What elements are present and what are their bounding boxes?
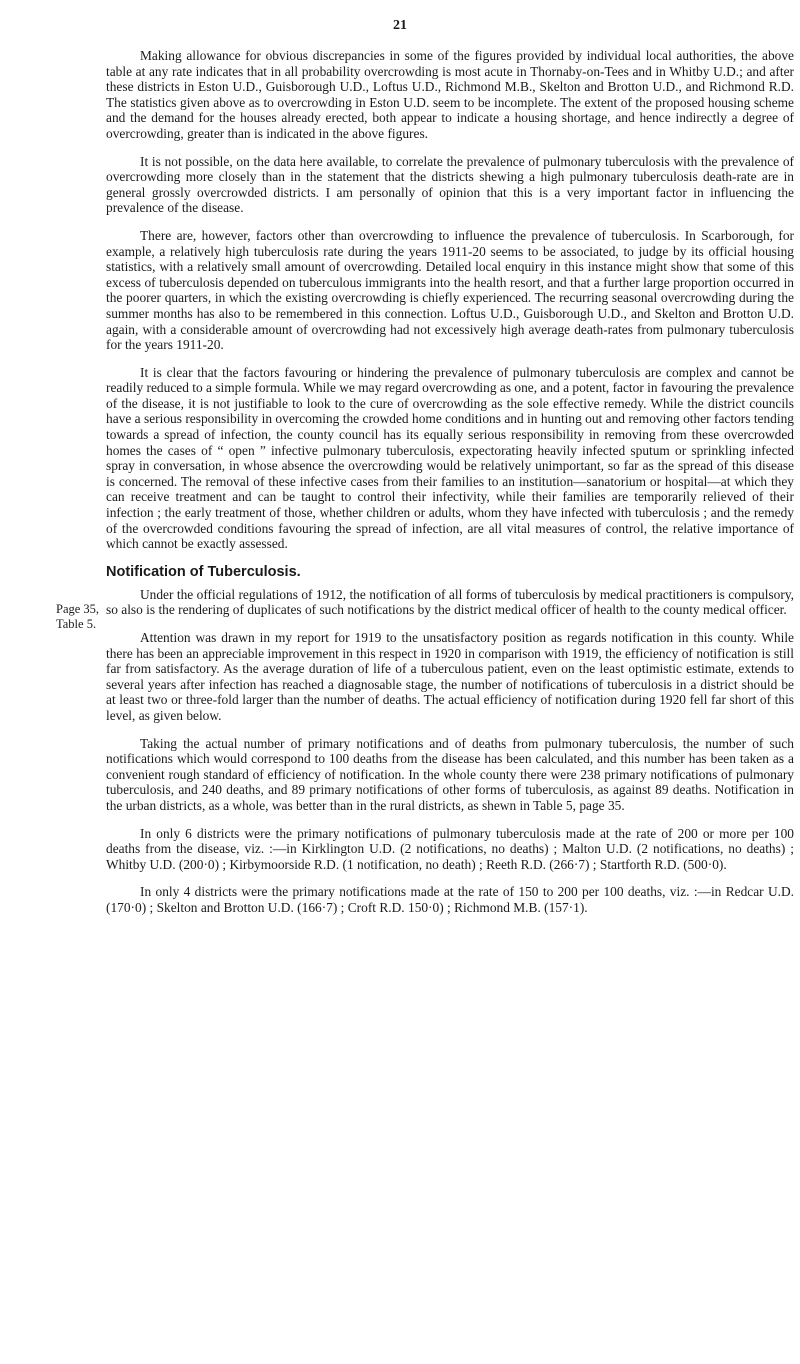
- margin-note-table: Table 5.: [56, 616, 97, 631]
- body-text: [106, 48, 794, 928]
- section-heading: Notification of Tuberculosis.: [106, 563, 301, 580]
- margin-note: [56, 602, 106, 632]
- paragraph-attention: Attention was drawn in my report for 1919 to the unsatisfactory position as regards notification in this county. While there has been an appreciable improvement in this respect in 1920 in comparison with 1919, the efficiency of notification is still far from satisfactory. As the average duration of life of a tuberculous patient, even on the least optimistic estimate, extends to several years after infection has reached a diagnosable stage, the number of notifications of tuberculosis in a district should be at least two or three-fold larger than the number of deaths. The actual efficiency of notification during 1920 fell far short of this level, as given below.: [106, 630, 794, 723]
- paragraph-other-factors: There are, however, factors other than overcrowding to influence the prevalence of tuberculosis. In Scarborough, for example, a relatively high tuberculosis rate during the years 1911-20 seems to be associated, to judge by its official housing statistics, with a relatively small amount of overcrowding. Detailed local enquiry in this instance might show that some of this excess of tuberculosis depended on tuberculous immigrants into the health resort, and that a further large proportion occurred in the poorer quarters, in which the existing overcrowding is chiefly experienced. The recurring seasonal overcrowding during the summer months has also to be remembered in this connection. Loftus U.D., Guisborough U.D., and Skelton and Brotton U.D. again, with a considerable amount of overcrowding had not excessively high average death-rates from pulmonary tuberculosis for the years 1911-20.: [106, 227, 794, 353]
- page-number: 21: [393, 18, 407, 33]
- paragraph-overcrowding-districts: Making allowance for obvious discrepancies in some of the figures provided by individual local authorities, the above table at any rate indicates that in all probability overcrowding is most acute in Thornaby-on-Tees and in Whitby U.D.; and after these districts in Eston U.D., Guisborough U.D., Loftus U.D., Richmond M.B., Skelton and Brotton U.D., and Richmond R.D. The statistics given above as to overcrowding in Eston U.D. seem to be incomplete. The extent of the proposed housing scheme and the demand for the houses already erected, both appear to indicate a housing shortage, and hence indirectly a degree of overcrowding, greater than is indicated in the above figures.: [106, 48, 794, 141]
- paragraph-four-districts: In only 4 districts were the primary notifications made at the rate of 150 to 200 per 100 deaths, viz. :—in Redcar U.D. (170·0) ; Skelton and Brotton U.D. (166·7) ; Croft R.D. 150·0) ; Richmond M.B. (157·1).: [106, 884, 794, 915]
- paragraph-standard: Taking the actual number of primary notifications and of deaths from pulmonary tuberculosis, the number of such notifications which would correspond to 100 deaths from the disease has been calculated, and this number has been taken as a convenient rough standard of efficiency of notification. In the whole county there were 238 primary notifications of pulmonary tuberculosis, and 240 deaths, and 89 primary notifications of other forms of tuberculosis, as against 89 deaths. Notification in the urban districts, as a whole, was better than in the rural districts, as shewn in Table 5, page 35.: [106, 735, 794, 813]
- paragraph-six-districts: In only 6 districts were the primary notifications of pulmonary tuberculosis made at the rate of 200 or more per 100 deaths from the disease, viz. :—in Kirklington U.D. (2 notifications, no deaths) ; Malton U.D. (2 notifications, no deaths) ; Whitby U.D. (200·0) ; Kirbymoorside R.D. (1 notification, no death) ; Reeth R.D. (266·7) ; Startforth R.D. (500·0).: [106, 825, 794, 872]
- margin-note-page: Page 35,: [56, 601, 100, 616]
- paragraph-complex-factors: It is clear that the factors favouring or hindering the prevalence of pulmonary tuberculosis are complex and cannot be readily reduced to a simple formula. While we may regard overcrowding as one, and a potent, factor in favouring the prevalence of the disease, it is not justifiable to look to the cure of overcrowding as the sole effective remedy. While the district councils have a serious responsibility in overcoming the crowded home conditions and in hunting out and removing other factors tending towards a spread of infection, the county council has its equally serious responsibility in removing from these overcrowded homes the cases of “ open ” infective pulmonary tuberculosis, expectorating heavily infected sputum or sprinkling infected spray in conversation, in whose absence the overcrowding would be relatively unimportant, so far as the spread of this disease is concerned. The removal of these infective cases from their families to an institution—sanatorium or hospital—at which they can receive treatment and can be taught to control their infectivity, while their families are temporarily relieved of their infection ; the early treatment of those, whether children or adults, whom they have infected with tuberculosis ; and the remedy of the overcrowded conditions favouring the spread of infection, are all vital measures of control, the relative importance of which cannot be exactly assessed.: [106, 364, 794, 552]
- paragraph-correlation: It is not possible, on the data here available, to correlate the prevalence of pulmonary tuberculosis with the prevalence of overcrowding more closely than in the statement that the districts shewing a high pulmonary tuberculosis death-rate are in general grossly overcrowded districts. I am personally of opinion that this is a very important factor in influencing the prevalence of the disease.: [106, 153, 794, 216]
- paragraph-regulations: Under the official regulations of 1912, the notification of all forms of tuberculosis by medical practitioners is compulsory, so also is the rendering of duplicates of such notifications by the district medical officer of health to the county medical officer.: [106, 586, 794, 618]
